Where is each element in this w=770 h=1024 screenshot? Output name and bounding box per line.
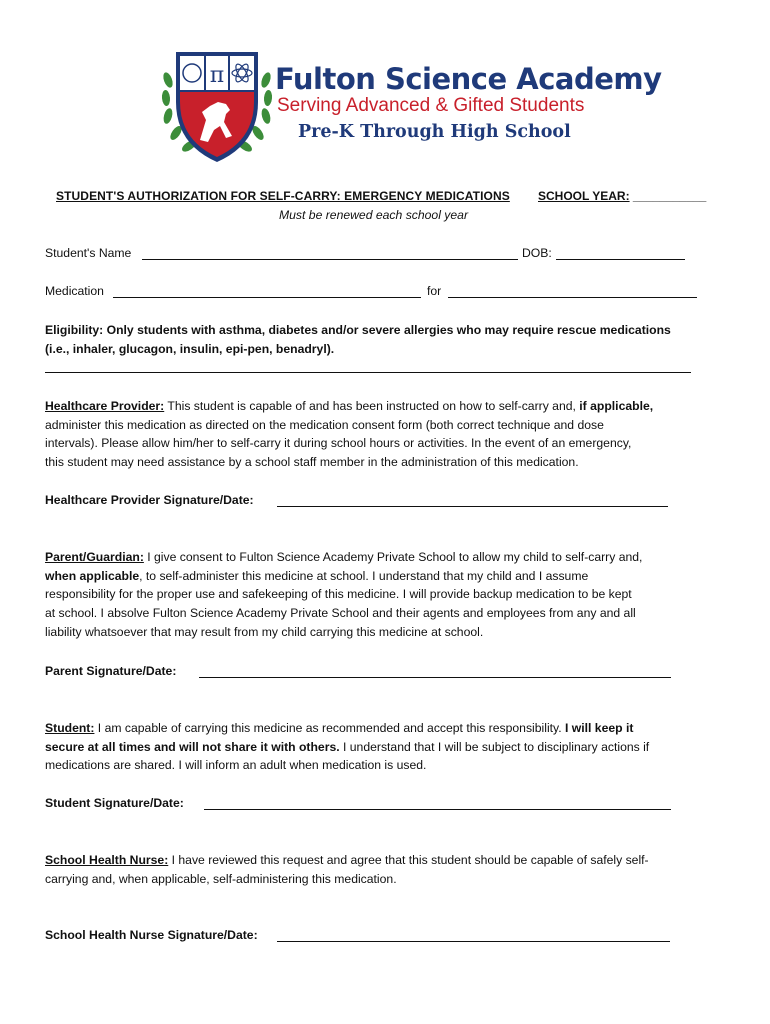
eligibility-line-2: (i.e., inhaler, glucagon, insulin, epi-pen, benadryl).: [45, 341, 335, 356]
form-subtitle: Must be renewed each school year: [279, 208, 469, 222]
nurse-signature-field[interactable]: [277, 941, 670, 942]
school-year-label: SCHOOL YEAR:: [538, 189, 630, 203]
school-year: [538, 189, 706, 203]
school-year-value[interactable]: ___________: [632, 189, 707, 203]
eligibility-text: [45, 321, 735, 358]
parent-section: Parent/Guardian: I give consent to Fulton Science Academy Private School to allow my child to self-carry and, when applicable, to self-administer this medicine at school. I understand that my child and I assume responsibility for the proper use and safekeeping of this medicine. I will provide backup medication to be kept at school. I absolve Fulton Science Academy Private School and their agents and employees from any and all liability whatsoever that may result from my child carrying this medicine at school.: [45, 550, 643, 639]
dob-field[interactable]: [556, 259, 685, 260]
student-name-label: Student's Name: [45, 246, 132, 260]
crest-icon: [158, 40, 276, 170]
student-section: Student: I am capable of carrying this medicine as recommended and accept this responsibility. I will keep it secure at all times and will not share it with others. I understand that I will be subject to disciplinary actions if medications are shared. I will inform an adult when medication is used.: [45, 721, 650, 773]
logo-tagline: Serving Advanced & Gifted Students: [277, 95, 585, 116]
parent-heading: Parent/Guardian:: [45, 550, 144, 564]
medication-field[interactable]: [113, 297, 421, 298]
healthcare-heading: Healthcare Provider:: [45, 399, 165, 413]
student-signature-label: Student Signature/Date:: [45, 796, 184, 810]
nurse-signature-label: School Health Nurse Signature/Date:: [45, 928, 258, 942]
eligibility-divider: [45, 372, 691, 373]
school-logo: [158, 40, 662, 170]
healthcare-signature-label: Healthcare Provider Signature/Date:: [45, 493, 254, 507]
dob-label: DOB:: [522, 246, 552, 260]
healthcare-signature-field[interactable]: [277, 506, 668, 507]
student-heading: Student:: [45, 721, 95, 735]
parent-signature-label: Parent Signature/Date:: [45, 664, 177, 678]
healthcare-provider-section: Healthcare Provider: This student is capable of and has been instructed on how to self-carry and, if applicable, administer this medication as directed on the medication consent form (both correct technique and dose intervals). Please allow him/her to self-carry it during school hours or activities. In the event of an emergency, this student may need assistance by a school staff member in the administration of this medication.: [45, 399, 654, 470]
form-title: STUDENT'S AUTHORIZATION FOR SELF-CARRY: EMERGENCY MEDICATIONS: [56, 189, 510, 203]
for-label: for: [427, 284, 442, 298]
parent-signature-field[interactable]: [199, 677, 671, 678]
condition-field[interactable]: [448, 297, 697, 298]
medication-label: Medication: [45, 284, 104, 298]
nurse-heading: School Health Nurse:: [45, 853, 169, 867]
nurse-section: School Health Nurse: I have reviewed this request and agree that this student should be capable of safely self- carrying and, when applicable, self-administering this medication.: [45, 853, 649, 886]
student-name-field[interactable]: [142, 259, 518, 260]
student-signature-field[interactable]: [204, 809, 671, 810]
logo-name: Fulton Science Academy: [275, 62, 662, 96]
svg-text:π: π: [209, 63, 225, 88]
eligibility-line-1: Eligibility: Only students with asthma, diabetes and/or severe allergies who may require rescue medications: [45, 323, 671, 337]
logo-grades: Pre-K Through High School: [298, 122, 571, 142]
